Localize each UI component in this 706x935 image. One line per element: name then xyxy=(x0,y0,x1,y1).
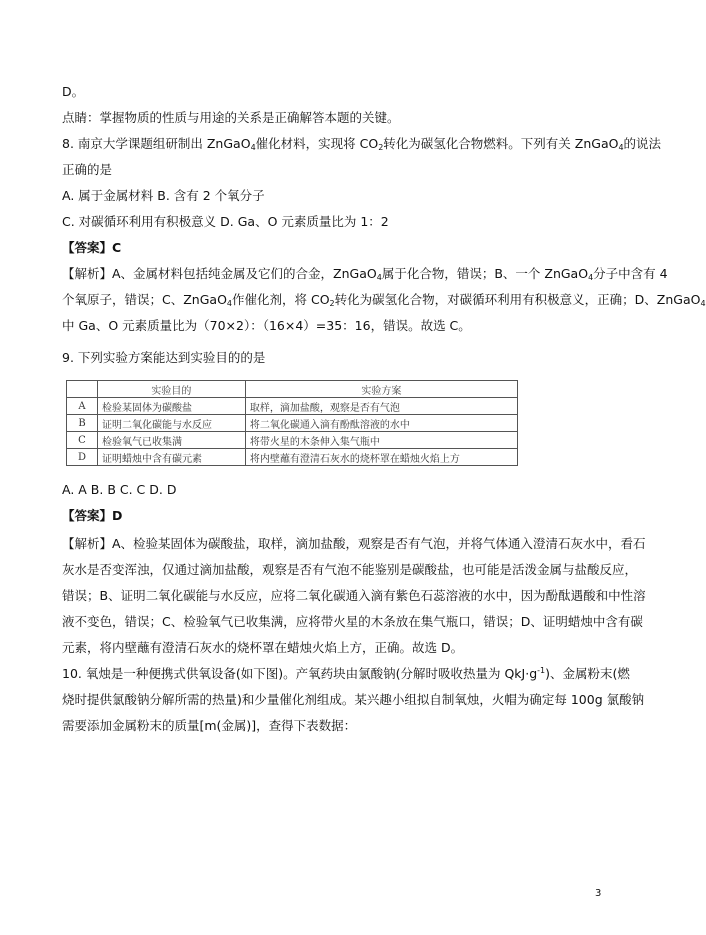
question-8-stem: 8. 南京大学课题组研制出 ZnGaO$_4$催化材料，实现将 $CO_2$转化为碳氢化合物燃料。下列有关 ZnGaO$_4$的说法 xyxy=(62,136,662,152)
prev-answer-end: D。 xyxy=(62,84,85,99)
row-purpose: 证明蜡烛中含有碳元素 xyxy=(98,449,246,466)
question-8-options-ab: A. 属于金属材料 B. 含有 2 个氧分子 xyxy=(62,188,265,203)
table-header-row xyxy=(67,381,518,398)
analysis-9-line5: 元素，将内壁蘸有澄清石灰水的烧杯罩在蜡烛火焰上方，正确。故选 D。 xyxy=(62,640,464,655)
question-10-line3: 需要添加金属粉末的质量[m(金属)]，查得下表数据： xyxy=(62,718,357,733)
row-key: B xyxy=(67,415,98,432)
answer-8: 【答案】C xyxy=(62,240,122,255)
row-purpose: 检验氧气已收集满 xyxy=(98,432,246,449)
page-number: 3 xyxy=(595,888,602,899)
analysis-8-line2: 个氧原子，错误；C、ZnGaO$_4$作催化剂，将 $CO_2$转化为碳氢化合物，对碳循环利用有积极意义，正确；D、ZnGaO$_4$ xyxy=(62,292,706,308)
analysis-9-line2: 灰水是否变浑浊，仅通过滴加盐酸，观察是否有气泡不能鉴别是碳酸盐，也可能是活泼金属与盐酸反应， xyxy=(62,562,638,577)
header-scheme: 实验方案 xyxy=(245,381,517,398)
table-row xyxy=(67,398,518,415)
analysis-8-line3: 中 Ga、O 元素质量比为（70×2）：（16×4）=35：16，错误。故选 C。 xyxy=(62,318,471,333)
answer-9: 【答案】D xyxy=(62,508,123,523)
row-key: C xyxy=(67,432,98,449)
analysis-9-line3: 错误；B、证明二氧化碳能与水反应，应将二氧化碳通入滴有紫色石蕊溶液的水中，因为酚酞遇酸和中性溶 xyxy=(62,588,646,603)
question-9-options: A. A B. B C. C D. D xyxy=(62,482,177,497)
row-purpose: 证明二氧化碳能与水反应 xyxy=(98,415,246,432)
question-9-stem: 9. 下列实验方案能达到实验目的的是 xyxy=(62,350,266,365)
row-scheme: 将内壁蘸有澄清石灰水的烧杯罩在蜡烛火焰上方 xyxy=(245,449,517,466)
row-scheme: 取样，滴加盐酸，观察是否有气泡 xyxy=(245,398,517,415)
question-8-options-cd: C. 对碳循环利用有积极意义 D. Ga、O 元素质量比为 1：2 xyxy=(62,214,389,229)
row-scheme: 将带火星的木条伸入集气瓶中 xyxy=(245,432,517,449)
analysis-9-line1: 【解析】A、检验某固体为碳酸盐，取样，滴加盐酸，观察是否有气泡，并将气体通入澄清石灰水中，看石 xyxy=(62,536,646,551)
table-row xyxy=(67,432,518,449)
table-row xyxy=(67,449,518,466)
tip-note: 点睛：掌握物质的性质与用途的关系是正确解答本题的关键。 xyxy=(62,110,400,125)
question-8-stem-cont: 正确的是 xyxy=(62,162,113,177)
row-key: A xyxy=(67,398,98,415)
analysis-8-line1: 【解析】A、金属材料包括纯金属及它们的合金，ZnGaO$_4$属于化合物，错误；B、一个 ZnGaO$_4$分子中含有 4 xyxy=(62,266,668,282)
analysis-9-line4: 液不变色，错误；C、检验氧气已收集满，应将带火星的木条放在集气瓶口，错误；D、证明蜡烛中含有碳 xyxy=(62,614,643,629)
row-key: D xyxy=(67,449,98,466)
header-purpose: 实验目的 xyxy=(98,381,246,398)
question-10-line2: 烧时提供氯酸钠分解所需的热量)和少量催化剂组成。某兴趣小组拟自制氧烛，火帽为确定每 100g 氯酸钠 xyxy=(62,692,645,707)
question-10-line1: 10. 氧烛是一种便携式供氧设备(如下图)。产氧药块由氯酸钠(分解时吸收热量为 $QkJ\cdot g^{-1}$)、金属粉末(燃 xyxy=(62,665,630,681)
experiment-table xyxy=(66,380,518,466)
row-scheme: 将二氧化碳通入滴有酚酞溶液的水中 xyxy=(245,415,517,432)
row-purpose: 检验某固体为碳酸盐 xyxy=(98,398,246,415)
table-row xyxy=(67,415,518,432)
